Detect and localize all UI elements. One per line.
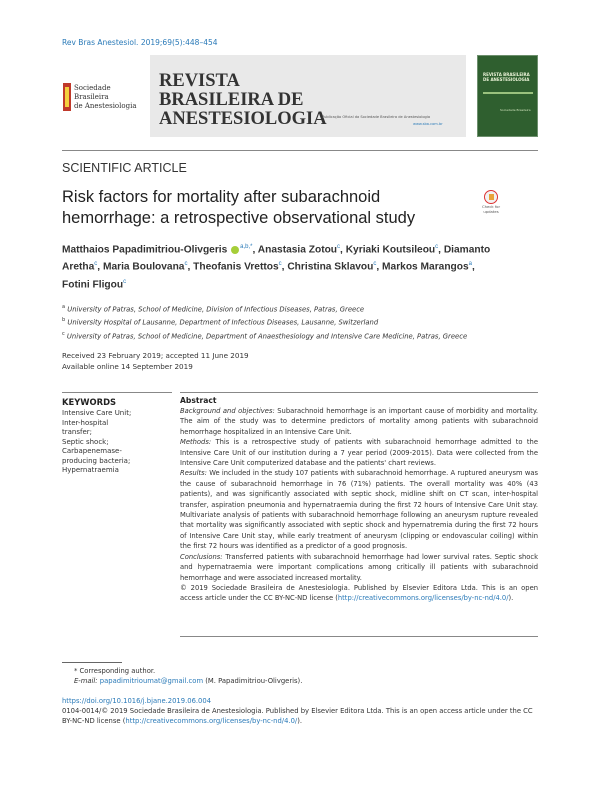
affiliation-sup: a — [62, 304, 66, 310]
abstract-results-label: Results: — [180, 469, 207, 478]
citation-line[interactable]: Rev Bras Anestesiol. 2019;69(5):448–454 — [62, 38, 218, 47]
abstract-results — [180, 468, 538, 551]
cover-mark: Sociedade Brasileira — [500, 108, 531, 112]
keyword-item: Carbapenemase- — [62, 447, 122, 455]
license-link[interactable]: http://creativecommons.org/licenses/by-nc-nd/4.0/ — [337, 594, 509, 603]
footnote — [62, 666, 302, 686]
keyword-item: transfer; — [62, 428, 93, 436]
author-name[interactable]: Anastasia Zotou — [257, 244, 338, 256]
keywords-rule — [62, 392, 172, 393]
society-name-line1: Sociedade Brasileira — [74, 84, 111, 101]
abstract-conclusions-label: Conclusions: — [180, 552, 223, 561]
email-link[interactable]: papadimitrioumat@gmail.com — [99, 677, 204, 685]
journal-title — [159, 72, 327, 129]
author-name[interactable]: Fotini Fligou — [62, 279, 124, 291]
email-owner: (M. Papadimitriou-Olivgeris). — [205, 677, 303, 685]
issn-text: 0104-0014/© 2019 Sociedade Brasileira de Anestesiologia. Published by Elsevier Editora Ltda. This is an open access article under the CC BY-NC-ND license ( — [62, 707, 533, 725]
society-emblem-icon — [62, 83, 72, 111]
author-name[interactable]: Christina Sklavou — [287, 261, 374, 273]
doi-block — [62, 696, 538, 726]
journal-title-line3: ANESTESIOLOGIA — [159, 109, 327, 129]
author-sup[interactable]: a,b,* — [240, 244, 253, 250]
doi-link[interactable]: https://doi.org/10.1016/j.bjane.2019.06.004 — [62, 697, 212, 705]
abstract-background — [180, 406, 538, 437]
section-label: SCIENTIFIC ARTICLE — [62, 161, 187, 175]
journal-cover-thumbnail — [477, 55, 538, 137]
abstract-methods-label: Methods: — [180, 438, 212, 447]
journal-title-line2: BRASILEIRA DE — [159, 90, 304, 110]
issn-license-link[interactable]: http://creativecommons.org/licenses/by-nc-nd/4.0/ — [125, 717, 298, 725]
abstract-conclusions-text: Transferred patients with subarachnoid hemorrhage had lower survival rates. Septic shock and hypernatraemia were important complications among critically ill patients with subarachnoid hemorrhage and were associated increased mortality. — [180, 552, 538, 582]
abstract-copyright-end: ). — [508, 594, 514, 603]
affiliation-text: University of Patras, School of Medicine, Division of Infectious Diseases, Patras, Greece — [67, 305, 365, 314]
abstract-title: Abstract — [180, 396, 217, 405]
affiliation-text: University of Patras, School of Medicine, Department of Anaesthesiology and Intensive Care Medicine, Patras, Greece — [66, 331, 468, 340]
author-sup[interactable]: c — [337, 244, 341, 250]
journal-website-link[interactable]: www.sba.com.br — [413, 122, 443, 126]
online-date: Available online 14 September 2019 — [62, 362, 193, 371]
article-title: Risk factors for mortality after subarachnoid hemorrhage: a retrospective observational study — [62, 188, 416, 227]
journal-subtitle: Publicação Oficial da Sociedade Brasileira de Anestesiologia — [322, 115, 431, 119]
received-date: Received 23 February 2019; accepted 11 June 2019 — [62, 351, 249, 360]
cover-title: REVISTA BRASILEIRA DE ANESTESIOLOGIA — [483, 72, 530, 82]
footnote-rule — [62, 662, 122, 663]
keyword-item: Hypernatraemia — [62, 466, 119, 474]
issn-end: ). — [297, 717, 302, 725]
check-updates-icon — [484, 190, 498, 204]
keyword-item: producing bacteria; — [62, 456, 131, 465]
affiliation-sup: b — [62, 317, 66, 324]
affiliation-text: University Hospital of Lausanne, Department of Infectious Diseases, Lausanne, Switzerland — [67, 318, 379, 327]
author-name[interactable]: Markos Marangos — [382, 261, 469, 273]
author-sup[interactable]: c — [94, 261, 98, 268]
journal-title-line1: REVISTA — [159, 71, 240, 91]
author-name[interactable]: Kyriaki Koutsileou — [345, 244, 436, 256]
author-list: Matthaios Papadimitriou-Olivgeris $^{a,b,*}$, Anastasia Zotou$^c$, Kyriaki Koutsileou$^c$, Diamanto Aretha$^c$, Maria Boulovana$^c$, Theofanis Vrettos$^c$, Christina Sklavou$^c$, Markos Marangos$^a$, Fotini Fligou$^c$ — [62, 244, 491, 291]
journal-title-band — [150, 55, 466, 137]
article-dates — [62, 350, 249, 372]
abstract-box — [180, 392, 538, 604]
keyword-item: Septic shock; — [62, 437, 109, 446]
journal-header — [62, 55, 538, 147]
keyword-item: Inter-hospital — [62, 418, 109, 427]
author-name[interactable]: Maria Boulovana — [102, 261, 185, 273]
email-line — [62, 676, 302, 686]
header-divider — [62, 150, 538, 151]
affiliation-item — [62, 315, 538, 328]
abstract-copyright-text: © 2019 Sociedade Brasileira de Anestesiologia. Published by Elsevier Editora Ltda. This is an open access article under the CC BY-NC-ND license ( — [180, 583, 538, 603]
author-name[interactable]: Diamanto Aretha — [62, 244, 491, 273]
society-logo — [62, 75, 142, 123]
email-label: E-mail: — [74, 677, 98, 685]
affiliation-item — [62, 329, 538, 342]
keywords-title: KEYWORDS — [62, 397, 117, 407]
affiliations — [62, 302, 538, 342]
check-updates-label: Check for updates — [481, 204, 501, 214]
affiliation-sup: c — [62, 330, 65, 337]
affiliation-item — [62, 302, 538, 315]
check-for-updates-badge[interactable] — [480, 190, 502, 218]
cover-stripe — [483, 92, 533, 94]
abstract-methods-text: This is a retrospective study of patients with subarachnoid hemorrhage admitted to the Intensive Care Unit of our institution during a 7 year period (2009-2015). Data were collected from the Intensive Care Unit computerized database and the patients' chart reviews. — [180, 438, 538, 468]
author-sup[interactable]: c — [435, 244, 439, 250]
abstract-background-label: Background and objectives: — [180, 407, 275, 415]
abstract-methods — [180, 437, 538, 468]
corresponding-author-note: * Corresponding author. — [74, 667, 156, 675]
abstract-results-text: We included in the study 107 patients with subarachnoid hemorrhage. A ruptured aneurysm was the cause of subarachnoid hemorrhage in 76 (71%) patients. The overall mortality was 40% (43 patients), and was significantly associated with septic shock, midline shift on CT scan, inter-hospital transfer, aspiration pneumonia and hypernatraemia during the first 72 hours of Intensive Care Unit stay. Multivariate analysis of patients with subarachnoid hemorrhage following an aneurysm rupture revealed that mortality was significantly associated with septic shock and hypernatremia during the first 72 hours of Intensive Care Unit stay, while early treatment of aneurysm (clipping or endovascular coiling) within the first 72 hours was identified as a predictor of a good prognosis. — [180, 469, 538, 551]
abstract-rule — [180, 392, 538, 393]
author-sup[interactable]: a — [468, 261, 473, 268]
orcid-icon[interactable] — [231, 246, 239, 254]
keyword-item: Intensive Care Unit; — [62, 409, 132, 417]
abstract-conclusions — [180, 552, 538, 583]
author-name[interactable]: Theofanis Vrettos — [193, 261, 279, 273]
author-sup[interactable]: c — [123, 278, 127, 285]
issn-line — [62, 706, 538, 726]
abstract-bottom-rule — [180, 636, 538, 637]
author-sup[interactable]: c — [184, 261, 188, 268]
abstract-background-text: Subarachnoid hemorrhage is an important cause of morbidity and mortality. The aim of the study was to determine predictors of mortality among patients with subarachnoid hemorrhage hospitalized in an Intensive Care Unit. — [180, 407, 538, 436]
author-sup[interactable]: c — [278, 261, 282, 268]
abstract-copyright — [180, 583, 538, 604]
society-name-line2: de Anestesiologia — [74, 102, 137, 110]
author-sup[interactable]: c — [373, 261, 377, 268]
author-name[interactable]: Matthaios Papadimitriou-Olivgeris — [62, 244, 228, 256]
keywords-box — [62, 392, 172, 476]
